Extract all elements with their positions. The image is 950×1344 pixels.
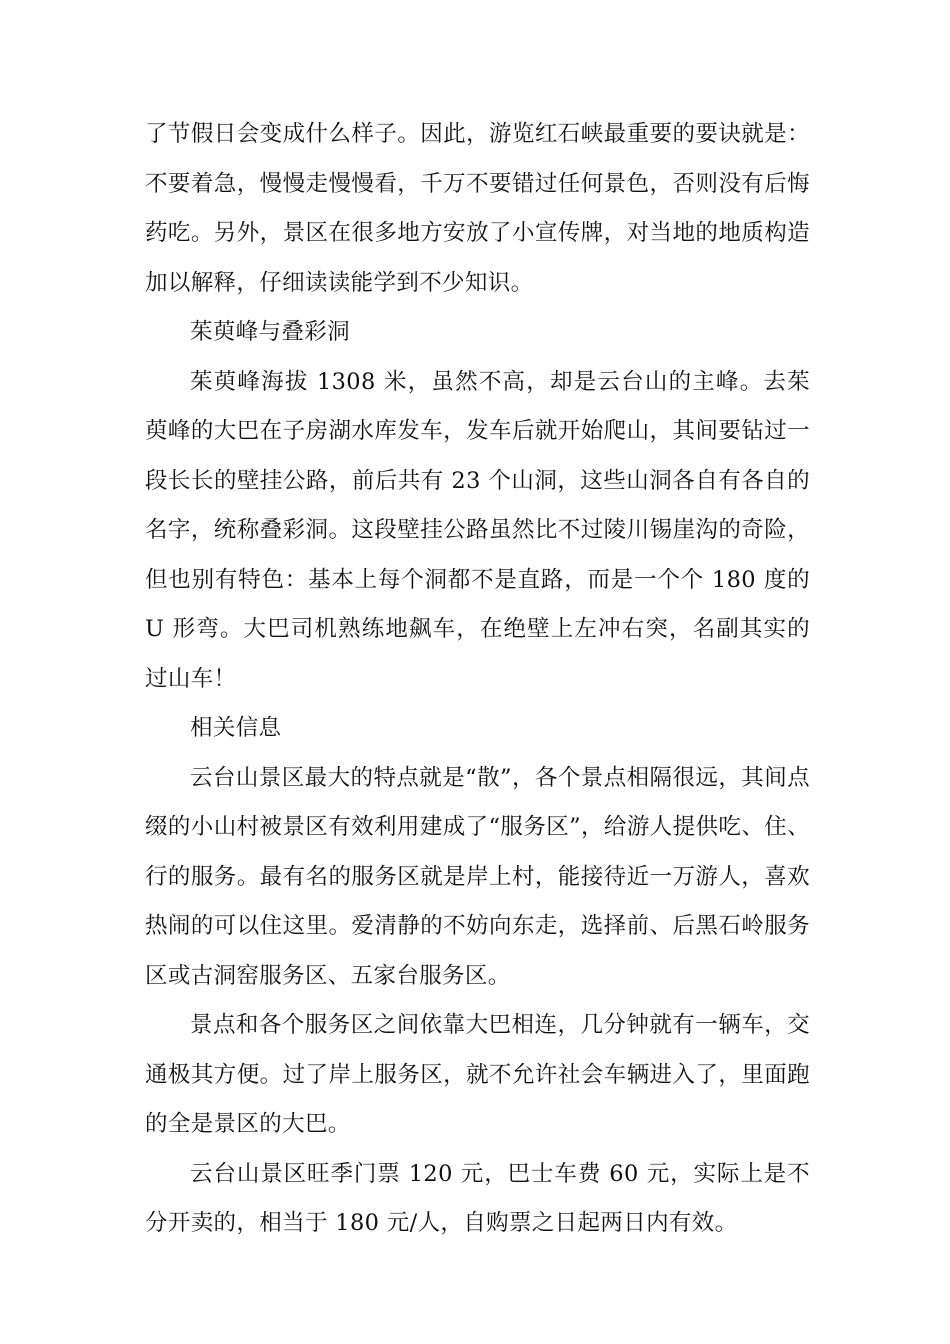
document-body [145, 110, 810, 1249]
paragraph-tickets: 云台山景区旺季门票 120 元，巴士车费 60 元，实际上是不分开卖的，相当于 180 元/人，自购票之日起两日内有效。 [145, 1160, 810, 1236]
paragraph-transport: 景点和各个服务区之间依靠大巴相连，几分钟就有一辆车，交通极其方便。过了岸上服务区，就不允许社会车辆进入了，里面跑的全是景区的大巴。 [145, 1012, 810, 1137]
section-heading-related-info: 相关信息 [190, 715, 282, 741]
paragraph-service-areas: 云台山景区最大的特点就是“散”，各个景点相隔很远，其间点缀的小山村被景区有效利用建成了“服务区”，给游人提供吃、住、行的服务。最有名的服务区就是岸上村，能接待近一万游人，喜欢热闹的可以住这里。爱清静的不妨向东走，选择前、后黑石岭服务区或古洞窑服务区、五家台服务区。 [145, 764, 810, 989]
paragraph-zhuyu-peak: 茱萸峰海拔 1308 米，虽然不高，却是云台山的主峰。去茱萸峰的大巴在子房湖水库发车，发车后就开始爬山，其间要钻过一段长长的壁挂公路，前后共有 23 个山洞，这些山洞各自有各自的名字，统称叠彩洞。这段壁挂公路虽然比不过陵川锡崖沟的奇险，但也别有特色：基本上每个洞都不是直路，而是一个个 180 度的 U 形弯。大巴司机熟练地飙车，在绝壁上左冲右突，名副其实的过山车！ [145, 368, 810, 692]
section-heading-zhuyu-peak: 茱萸峰与叠彩洞 [190, 319, 350, 345]
paragraph-intro-continuation: 了节假日会变成什么样子。因此，游览红石峡最重要的要诀就是：不要着急，慢慢走慢慢看，千万不要错过任何景色，否则没有后悔药吃。另外，景区在很多地方安放了小宣传牌，对当地的地质构造加以解释，仔细读读能学到不少知识。 [145, 121, 810, 296]
